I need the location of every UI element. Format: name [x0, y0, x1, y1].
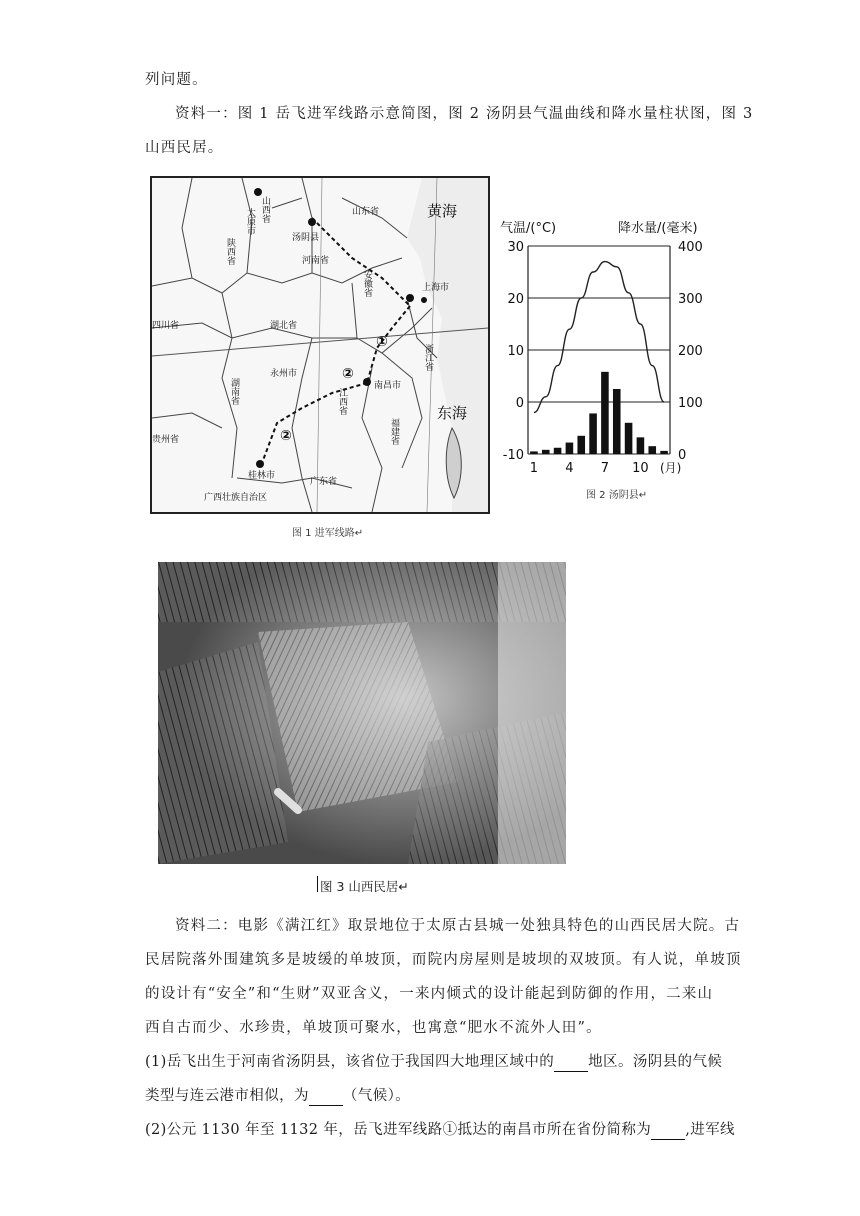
route-map-figure [150, 176, 490, 514]
right-axis-title: 降水量/(毫米) [618, 221, 698, 236]
right-tick-label: 300 [678, 292, 703, 307]
x-tick-label: 10 [632, 461, 649, 476]
map-label-sichuan: 四川省 [152, 321, 180, 331]
map-label-yellow-sea: 黄海 [427, 202, 458, 220]
map-label-fujian: 福建省 [389, 418, 399, 445]
answer-blank-province[interactable] [651, 1125, 685, 1140]
precipitation-bar [577, 436, 585, 454]
answer-blank-climate[interactable] [309, 1091, 343, 1106]
text-cursor [317, 876, 318, 892]
route-marker-2a: ② [342, 366, 354, 382]
map-label-guangdong: 广东省 [310, 477, 338, 487]
map-label-jiangxi: 江西省 [337, 388, 347, 415]
question-1-line1 [145, 1052, 722, 1072]
material-two-line1: 资料二：电影《满江红》取景地位于太原古县城一处独具特色的山西民居大院。古 [175, 918, 741, 934]
map-label-shanxi: 山西省 [260, 196, 270, 223]
question-2-text-a: (2)公元 1130 年至 1132 年，岳飞进军线路①抵达的南昌市所在省份简称为 [145, 1122, 652, 1138]
route-marker-2b: ② [280, 428, 292, 444]
question-1-text-b: 地区。汤阴县的气候 [588, 1054, 723, 1070]
right-tick-label: 0 [678, 448, 687, 463]
map-label-tangyin: 汤阴县 [292, 233, 320, 243]
map-label-guangxi: 广西壮族自治区 [204, 493, 268, 503]
climate-chart [498, 212, 714, 482]
right-tick-label: 200 [678, 344, 703, 359]
map-label-shaanxi: 陕西省 [225, 238, 235, 265]
right-tick-label: 100 [678, 396, 703, 411]
map-label-east-sea: 东海 [437, 404, 468, 422]
text-line-continuation: 列问题。 [145, 72, 208, 88]
map-label-hunan: 湖南省 [229, 378, 239, 405]
temperature-curve [534, 262, 664, 413]
precipitation-bar [660, 451, 668, 454]
map-label-shanghai: 上海市 [422, 283, 450, 293]
map-label-zhejiang: 浙江省 [423, 344, 433, 371]
left-tick-label: 20 [507, 292, 524, 307]
material-two-line2: 民居院落外围建筑多是坡缓的单坡顶，而院内房屋则是坡坝的双坡顶。有人说，单坡顶 [145, 952, 742, 968]
precipitation-bar [530, 451, 538, 454]
map-label-anhui: 安徽省 [362, 270, 372, 297]
x-tick-label: 1 [529, 461, 539, 476]
x-unit-label: (月) [660, 461, 682, 475]
route-marker-1: ① [376, 334, 388, 350]
question-1-text-d: （气候）。 [342, 1088, 411, 1104]
material-one-line2: 山西民居。 [145, 140, 224, 156]
left-tick-label: 0 [515, 396, 524, 411]
map-label-nanchang: 南昌市 [374, 381, 402, 391]
map-label-taiyuan: 太原市 [245, 208, 255, 235]
right-tick-label: 400 [678, 240, 703, 255]
question-2-line1 [145, 1120, 735, 1140]
question-1-text-c: 类型与连云港市相似，为 [145, 1088, 309, 1104]
question-1-line2 [145, 1086, 410, 1106]
figure2-caption: 图 2 汤阴县↵ [586, 490, 648, 501]
precipitation-bar [566, 443, 574, 454]
x-tick-label: 7 [600, 461, 610, 476]
precipitation-bar [648, 446, 656, 454]
question-1-text-a: (1)岳飞出生于河南省汤阴县，该省位于我国四大地理区域中的 [145, 1054, 555, 1070]
map-label-hubei: 湖北省 [270, 321, 298, 331]
question-2-text-b: ,进军线 [685, 1122, 735, 1138]
material-two-line4: 西自古而少、水珍贵，单坡顶可聚水，也寓意“肥水不流外人田”。 [145, 1020, 602, 1036]
map-label-guizhou: 贵州省 [152, 435, 180, 445]
material-two-line3: 的设计有“安全”和“生财”双亚含义，一来内倾式的设计能起到防御的作用，二来山 [145, 986, 714, 1002]
material-one-line1: 资料一：图 1 岳飞进军线路示意简图，图 2 汤阴县气温曲线和降水量柱状图，图 3 [175, 106, 754, 122]
precipitation-bar [554, 448, 562, 454]
x-tick-label: 4 [565, 461, 574, 476]
precipitation-bar [589, 413, 597, 454]
left-axis-title: 气温/(°C) [500, 221, 557, 236]
map-label-guilin: 桂林市 [248, 471, 276, 481]
figure3-caption: 图 3 山西民居↵ [320, 879, 409, 894]
precipitation-bar [637, 437, 645, 454]
precipitation-bar [613, 389, 621, 454]
left-tick-label: 30 [507, 240, 524, 255]
climate-chart-svg [498, 212, 714, 482]
left-tick-label: -10 [502, 448, 524, 463]
map-label-shandong: 山东省 [352, 207, 380, 217]
precipitation-bar [625, 423, 633, 454]
answer-blank-region[interactable] [554, 1057, 588, 1072]
figure1-caption: 图 1 进军线路↵ [292, 528, 364, 539]
precipitation-bar [542, 450, 550, 454]
map-label-yongzhou: 永州市 [270, 369, 298, 379]
map-label-henan: 河南省 [302, 256, 330, 266]
route-map-drawing [152, 178, 488, 512]
precipitation-bar [601, 372, 609, 454]
shanxi-dwelling-picture [158, 562, 566, 864]
left-tick-label: 10 [507, 344, 524, 359]
shanxi-dwelling-photo [158, 562, 566, 864]
